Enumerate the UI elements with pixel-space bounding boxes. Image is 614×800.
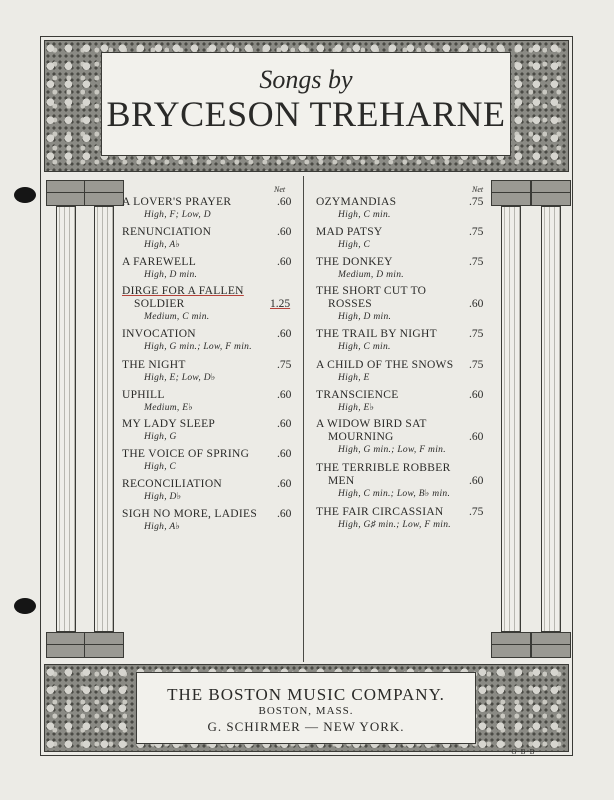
column-right-outer (537, 180, 565, 658)
song-price: .60 (469, 431, 484, 443)
song-entry: THE NIGHT High, E; Low, D♭ (122, 359, 216, 383)
song-entry: SIGH NO MORE, LADIES High, A♭ (122, 508, 258, 532)
song-price: .75 (469, 506, 484, 518)
song-price: .75 (469, 328, 484, 340)
title-songs-by: Songs by (259, 65, 353, 94)
song-entry: RENUNCIATION High, A♭ (122, 226, 212, 250)
song-price: .60 (277, 508, 292, 520)
song-price: .75 (469, 226, 484, 238)
song-entry: A CHILD OF THE SNOWS High, E (316, 359, 454, 383)
song-entry: MY LADY SLEEP High, G (122, 418, 216, 442)
song-price: .60 (277, 389, 292, 401)
song-price: .60 (277, 226, 292, 238)
catalog-mark: ·G·B·B· (508, 748, 539, 756)
song-entry: RECONCILIATION High, D♭ (122, 478, 223, 502)
song-price: .75 (469, 359, 484, 371)
binder-hole-top (14, 187, 36, 203)
song-price: .60 (277, 478, 292, 490)
song-entry: DIRGE FOR A FALLEN SOLDIER Medium, C min. (122, 285, 244, 322)
song-price: .75 (469, 256, 484, 268)
song-entry: A FAREWELL High, D min. (122, 256, 198, 280)
publisher-city: BOSTON, MASS. (258, 705, 354, 717)
song-entry: TRANSCIENCE High, E♭ (316, 389, 399, 413)
song-entry: INVOCATION High, G min.; Low, F min. (122, 328, 252, 352)
song-price: .60 (469, 389, 484, 401)
publisher-name: THE BOSTON MUSIC COMPANY. (167, 685, 445, 704)
publisher-cartouche (136, 672, 476, 744)
song-price: .60 (277, 196, 292, 208)
song-entry: THE TERRIBLE ROBBER MEN High, C min.; Low, B♭ min. (316, 462, 451, 499)
song-price: 1.25 (270, 298, 291, 310)
song-price: .60 (277, 448, 292, 460)
column-left-inner (90, 180, 118, 658)
song-price: .75 (469, 196, 484, 208)
composer-name: BRYCESON TREHARNE (106, 94, 506, 134)
song-entry: A WIDOW BIRD SAT MOURNING High, G min.; Low, F min. (316, 418, 446, 455)
song-price: .60 (277, 256, 292, 268)
song-entry: THE FAIR CIRCASSIAN High, G♯ min.; Low, F min. (316, 506, 451, 530)
column-divider (303, 176, 304, 662)
song-price: .60 (277, 328, 292, 340)
publisher-agent: G. SCHIRMER — NEW YORK. (207, 719, 405, 734)
song-entry: OZYMANDIAS High, C min. (316, 196, 397, 220)
song-entry: THE TRAIL BY NIGHT High, C min. (316, 328, 437, 352)
song-entry: MAD PATSY High, C (316, 226, 383, 250)
song-price: .60 (277, 418, 292, 430)
song-price: .60 (469, 298, 484, 310)
song-entry: THE DONKEY Medium, D min. (316, 256, 404, 280)
column-right-inner (497, 180, 525, 658)
song-entry: A LOVER'S PRAYER High, F; Low, D (122, 196, 232, 220)
song-entry: THE SHORT CUT TO ROSSES High, D min. (316, 285, 427, 322)
song-price: .75 (277, 359, 292, 371)
song-entry: UPHILL Medium, E♭ (122, 389, 194, 413)
price-header-right: Net (472, 185, 484, 194)
price-header-left: Net (274, 185, 286, 194)
song-price: .60 (469, 475, 484, 487)
title-cartouche (101, 52, 511, 156)
column-left-outer (52, 180, 80, 658)
binder-hole-bottom (14, 598, 36, 614)
song-entry: THE VOICE OF SPRING High, C (122, 448, 250, 472)
